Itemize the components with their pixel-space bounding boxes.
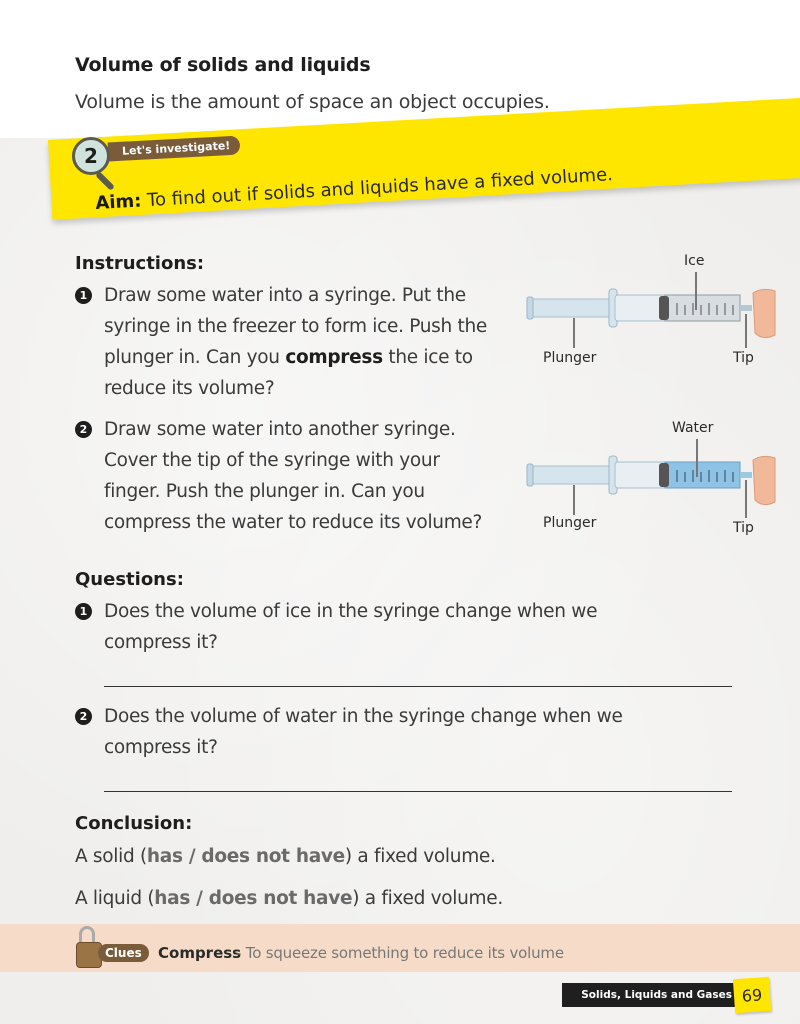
text-span: ) a fixed volume.: [352, 888, 503, 909]
conclusion-heading: Conclusion:: [75, 813, 193, 834]
question-1-line-1: Does the volume of ice in the syringe change when we: [104, 601, 598, 622]
text-span: A solid (: [75, 846, 147, 867]
section-intro: Volume is the amount of space an object occupies.: [75, 91, 550, 113]
questions-heading: Questions:: [75, 569, 184, 590]
text-span: ) a fixed volume.: [344, 846, 496, 867]
instruction-1-line-2: syringe in the freezer to form ice. Push the: [104, 316, 487, 337]
choice-options[interactable]: has / does not have: [146, 846, 345, 867]
instructions-heading: Instructions:: [75, 253, 205, 274]
instruction-2-line-4: compress the water to reduce its volume?: [104, 512, 483, 533]
chapter-title: Solids, Liquids and Gases: [581, 989, 732, 1001]
instruction-2-line-3: finger. Push the plunger in. Can you: [104, 481, 425, 502]
instruction-2-line-1: Draw some water into another syringe.: [104, 419, 456, 440]
aim-text: To find out if solids and liquids have a fixed volume.: [140, 164, 614, 212]
tip-leader-line: [745, 480, 747, 518]
answer-line-2[interactable]: [104, 791, 732, 792]
instruction-2: [104, 414, 482, 538]
question-number-1: 1: [75, 603, 92, 620]
clue-term: Compress: [158, 944, 242, 962]
plunger-label: Plunger: [543, 350, 597, 366]
keyword-compress: compress: [285, 347, 383, 368]
page-number: 69: [733, 977, 771, 1013]
instruction-1: [104, 280, 487, 404]
plunger-label: Plunger: [543, 515, 597, 531]
question-1-line-2: compress it?: [104, 632, 218, 653]
tip-label: Tip: [733, 520, 754, 536]
choice-options[interactable]: has / does not have: [154, 888, 353, 909]
plunger-leader-line: [573, 318, 575, 348]
question-number-2: 2: [75, 708, 92, 725]
instruction-1-line-3: [104, 342, 487, 373]
instruction-2-line-2: Cover the tip of the syringe with your: [104, 450, 440, 471]
syringe-ice-illustration: [525, 285, 795, 345]
question-1: [104, 596, 597, 658]
investigate-label: Let's investigate!: [108, 136, 241, 162]
ice-leader-line: [695, 272, 697, 310]
chapter-footer: [562, 983, 740, 1007]
water-leader-line: [696, 439, 698, 477]
section-title: Volume of solids and liquids: [75, 54, 371, 76]
text-span: plunger in. Can you: [104, 347, 286, 368]
aim-label: Aim:: [94, 190, 142, 214]
answer-line-1[interactable]: [104, 686, 732, 687]
tip-leader-line: [745, 314, 747, 348]
clue-definition: - To squeeze something to reduce its volume: [236, 944, 564, 962]
question-2-line-1: Does the volume of water in the syringe change when we: [104, 706, 623, 727]
conclusion-liquid: [75, 888, 503, 909]
investigation-number: 2: [84, 144, 98, 168]
instruction-1-line-4: reduce its volume?: [104, 378, 275, 399]
step-number-2: 2: [75, 421, 92, 438]
clues-tag: Clues: [98, 944, 149, 962]
aim-banner-wrap: [0, 0, 800, 260]
instruction-1-line-1: Draw some water into a syringe. Put the: [104, 285, 466, 306]
text-span: the ice to: [382, 347, 473, 368]
question-2-line-2: compress it?: [104, 737, 218, 758]
magnifier-icon: [72, 137, 110, 175]
plunger-leader-line: [573, 485, 575, 515]
text-span: A liquid (: [75, 888, 155, 909]
tip-label: Tip: [733, 350, 754, 366]
ice-label: Ice: [684, 253, 705, 269]
syringe-water-illustration: [525, 452, 795, 512]
step-number-1: 1: [75, 287, 92, 304]
conclusion-solid: [75, 846, 496, 867]
water-label: Water: [672, 420, 714, 436]
question-2: [104, 701, 623, 763]
